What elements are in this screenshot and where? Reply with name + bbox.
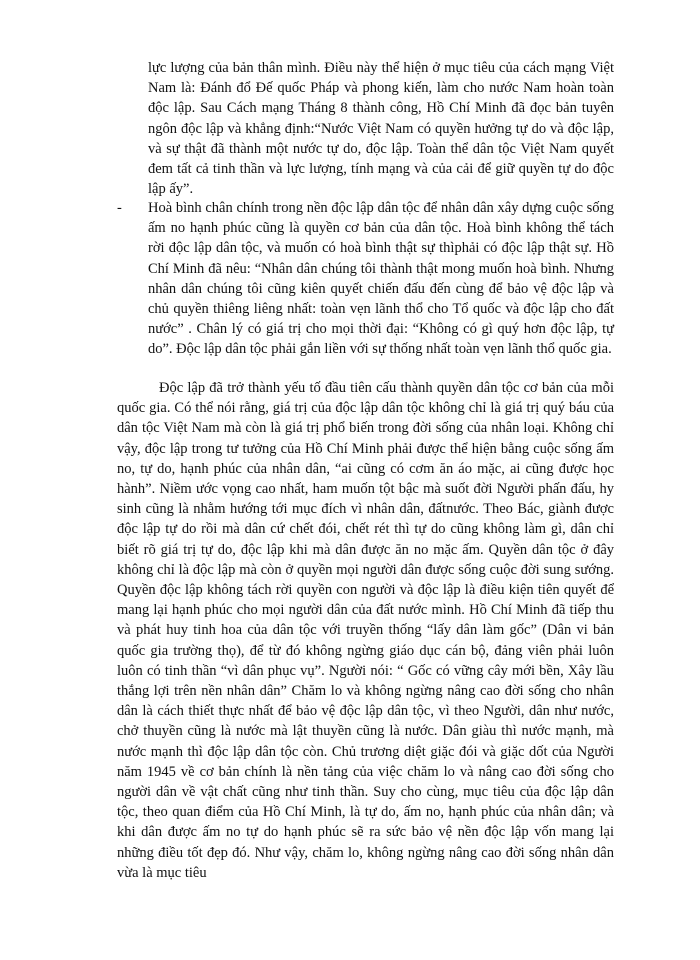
bullet-item-peace <box>117 198 614 360</box>
continuation-text: lực lượng của bản thân mình. Điều này thể hiện ở mục tiêu của cách mạng Việt Nam là: Đánh đổ Đế quốc Pháp và phong kiến, làm cho nước Nam hoàn toàn độc lập. Sau Cách mạng Tháng 8 thành công, Hồ Chí Minh đã đọc bản tuyên ngôn độc lập và khẳng định:“Nước Việt Nam có quyền hưởng tự do và độc lập, và sự thật đã thành một nước tự do, độc lập. Toàn thể dân tộc Việt Nam quyết đem tất cả tinh thần và lực lượng, tính mạng và của cải để giữ quyền tự do độc lập ấy”. <box>148 60 614 198</box>
main-paragraph <box>117 378 614 883</box>
bullet-text: Hoà bình chân chính trong nền độc lập dân tộc để nhân dân xây dựng cuộc sống ấm no hạnh phúc cũng là quyền cơ bản của dân tộc. Hoà bình không thể tách rời độc lập dân tộc, và muốn có hoà bình thật sự thìphải có độc lập thật sự. Hồ Chí Minh đã nêu: “Nhân dân chúng tôi thành thật mong muốn hoà bình. Nhưng nhân dân chúng tôi cũng kiên quyết chiến đấu đến cùng để bảo vệ độc lập và chủ quyền thiêng liêng nhất: toàn vẹn lãnh thổ cho Tổ quốc và độc lập cho đất nước” . Chân lý có giá trị cho mọi thời đại: “Không có gì quý hơn độc lập, tự do”. Độc lập dân tộc phải gắn liền với sự thống nhất toàn vẹn lãnh thổ quốc gia. <box>148 200 614 358</box>
bullet-dash: - <box>117 200 122 216</box>
main-paragraph-text: Độc lập đã trở thành yếu tố đầu tiên cấu thành quyền dân tộc cơ bản của mỗi quốc gia. Có thể nói rằng, giá trị của độc lập dân tộc không chỉ là giá trị quý báu của dân tộc Việt Nam mà còn là giá trị phổ biến trong đời sống của nhân loại. Không chỉ vậy, độc lập trong tư tưởng của Hồ Chí Minh phải được thể hiện bằng cuộc sống ấm no, tự do, hạnh phúc của nhân dân, “ai cũng có cơm ăn áo mặc, ai cũng được học hành”. Niềm ước vọng cao nhất, ham muốn tột bậc mà suốt đời Người phấn đấu, hy sinh cũng là nhằm hướng tới mục đích vì nhân dân, đấtnước. Theo Bác, giành được độc lập tự do rồi mà dân cứ chết đói, chết rét thì tự do cũng không làm gì, dân chỉ biết rõ giá trị tự do, độc lập khi mà dân được ăn no mặc ấm. Quyền dân tộc ở đây không chỉ là độc lập mà còn ở quyền mọi người dân được sống cuộc đời sung sướng. Quyền độc lập không tách rời quyền con người và độc lập là điều kiện tiên quyết để mang lại hạnh phúc cho mọi người dân của đất nước mình. Hồ Chí Minh đã tiếp thu và phát huy tinh hoa của dân tộc với truyền thống “lấy dân làm gốc” (Dân vi bản quốc gia trường thọ), để từ đó không ngừng giáo dục cán bộ, đảng viên phải luôn luôn có tinh thần “vì dân phục vụ”. Người nói: “ Gốc có vững cây mới bền, Xây lầu thắng lợi trên nền nhân dân” Chăm lo và không ngừng nâng cao đời sống cho nhân dân là cách thiết thực nhất để bảo vệ độc lập dân tộc, vì theo Người, dân như nước, chở thuyền cũng là nước mà lật thuyền cũng là nước. Dân giàu thì nước mạnh, mà nước mạnh thì độc lập dân tộc còn. Chủ trương diệt giặc đói và giặc dốt của Người năm 1945 về cơ bản chính là nền tảng của việc chăm lo và nâng cao đời sống cho người dân về vật chất cũng như tinh thần. Suy cho cùng, mục tiêu của độc lập dân tộc, theo quan điểm của Hồ Chí Minh, là tự do, ấm no, hạnh phúc của nhân dân; và khi dân được ấm no tự do hạnh phúc sẽ ra sức bảo vệ nền độc lập vốn mang lại những điều tốt đẹp đó. Như vậy, chăm lo, không ngừng nâng cao đời sống nhân dân vừa là mục tiêu <box>117 380 614 881</box>
continuation-paragraph <box>148 58 614 199</box>
